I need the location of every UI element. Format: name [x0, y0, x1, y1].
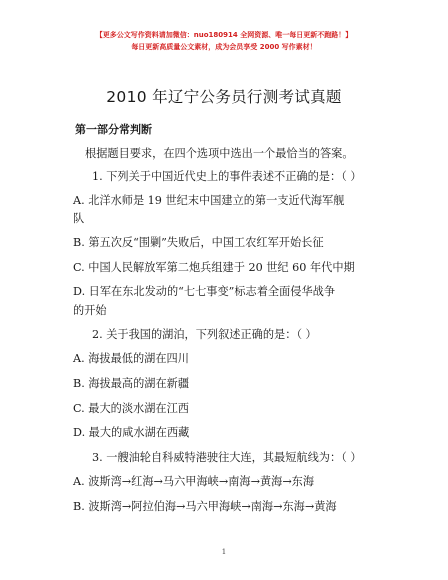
question-2-option-d: D. 最大的咸水湖在西藏 [73, 426, 190, 439]
question-1-option-b: B. 第五次反“围剿”失败后，中国工农红军开始长征 [73, 236, 324, 249]
question-1-option-a: A. 北洋水师是 19 世纪末中国建立的第一支近代海军舰 [73, 194, 345, 207]
instructions-text: 根据题目要求，在四个选项中选出一个最恰当的答案。 [85, 147, 354, 160]
question-3-option-b: B. 波斯湾→阿拉伯海→马六甲海峡→南海→东海→黄海 [73, 500, 337, 513]
question-2-option-b: B. 海拔最高的湖在新疆 [73, 377, 190, 390]
question-3-stem: 3. 一艘油轮自科威特港驶往大连，其最短航线为：（ ） [92, 451, 362, 464]
question-2-option-c: C. 最大的淡水湖在江西 [73, 402, 189, 415]
question-1-option-a-continued: 队 [73, 212, 85, 225]
question-1-option-d-continued: 的开始 [73, 304, 107, 317]
question-2-stem: 2. 关于我国的湖泊，下列叙述正确的是：（ ） [92, 328, 317, 341]
question-2-option-a: A. 海拔最低的湖在四川 [73, 352, 189, 365]
promo-banner-line-2: 每日更新高质量公文素材，成为会员享受 2000 写作素材！ [131, 43, 317, 51]
page-number: 1 [221, 548, 227, 556]
question-3-option-a: A. 波斯湾→红海→马六甲海峡→南海→黄海→东海 [73, 475, 315, 488]
question-1-option-d: D. 日军在东北发动的“七七事变”标志着全面侵华战争 [73, 285, 336, 298]
document-title: 2010 年辽宁公务员行测考试真题 [106, 88, 342, 106]
promo-banner-line-1: 【更多公文写作资料请加微信：nuo180914 全网资源、唯一每日更新不跑路！】 [95, 31, 353, 39]
question-1-option-c: C. 中国人民解放军第二炮兵组建于 20 世纪 60 年代中期 [73, 261, 355, 274]
question-1-stem: 1. 下列关于中国近代史上的事件表述不正确的是：（ ） [92, 170, 362, 183]
section-heading: 第一部分常判断 [75, 123, 152, 136]
